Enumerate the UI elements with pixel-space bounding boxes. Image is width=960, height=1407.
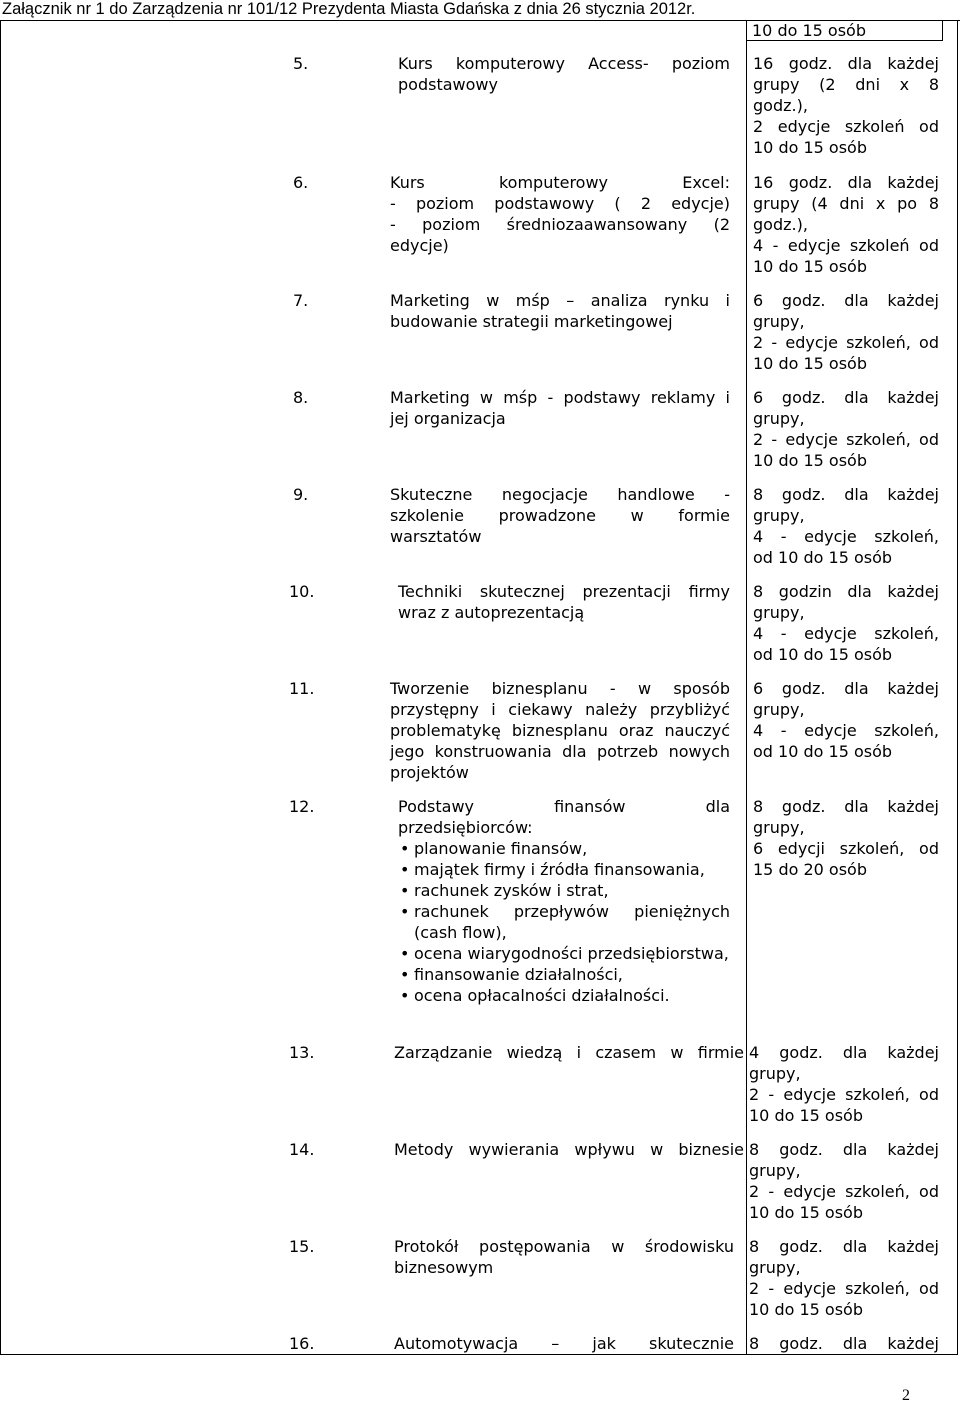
description-line: - poziom podstawowy ( 2 edycje) bbox=[390, 194, 730, 213]
row-details bbox=[753, 387, 939, 471]
row-number: 10. bbox=[289, 582, 315, 601]
details-line: godz.), bbox=[753, 96, 808, 115]
details-line: 16 godz. dla każdej bbox=[753, 54, 939, 73]
details-line: grupy, bbox=[749, 1161, 801, 1180]
row-number: 12. bbox=[289, 797, 315, 816]
details-line: 2 edycje szkoleń od bbox=[753, 117, 939, 136]
details-line: grupy (2 dni x 8 bbox=[753, 75, 939, 94]
list-item: • finansowanie działalności, bbox=[398, 964, 730, 985]
details-line: grupy (4 dni x po 8 bbox=[753, 194, 939, 213]
row-number: 11. bbox=[289, 679, 315, 698]
details-line: 10 do 15 osób bbox=[753, 138, 867, 157]
description-line: podstawowy bbox=[398, 75, 498, 94]
list-item: • rachunek zysków i strat, bbox=[398, 880, 730, 901]
details-line: 8 godz. dla każdej bbox=[753, 485, 939, 504]
description-line: jego konstruowania dla potrzeb nowych bbox=[390, 742, 730, 761]
details-line: 15 do 20 osób bbox=[753, 860, 867, 879]
details-line: grupy, bbox=[753, 312, 805, 331]
description-line: Podstawy finansów dla bbox=[398, 797, 730, 816]
details-line: 8 godz. dla każdej bbox=[749, 1334, 939, 1353]
description-line: przedsiębiorców: bbox=[398, 818, 533, 837]
details-line: 2 - edycje szkoleń, od bbox=[753, 430, 939, 449]
row-number: 15. bbox=[289, 1237, 315, 1256]
description-line: projektów bbox=[390, 763, 469, 782]
details-line: 10 do 15 osób bbox=[749, 1203, 863, 1222]
details-line: 10 do 15 osób bbox=[749, 1106, 863, 1125]
list-item: • planowanie finansów, bbox=[398, 838, 730, 859]
details-line: godz.), bbox=[753, 215, 808, 234]
row-description bbox=[390, 290, 730, 332]
description-line: Marketing w mśp - podstawy reklamy i bbox=[390, 388, 730, 407]
details-line: 10 do 15 osób bbox=[749, 1300, 863, 1319]
details-line: od 10 do 15 osób bbox=[753, 742, 893, 761]
details-line: 8 godz. dla każdej bbox=[749, 1237, 939, 1256]
details-line: 6 edycji szkoleń, od bbox=[753, 839, 939, 858]
top-right-cell-text: 10 do 15 osób bbox=[752, 21, 866, 40]
row-details bbox=[753, 290, 939, 374]
row-number: 9. bbox=[293, 485, 309, 504]
details-line: 6 godz. dla każdej bbox=[753, 388, 939, 407]
details-line: grupy, bbox=[753, 603, 805, 622]
row-number: 6. bbox=[293, 173, 309, 192]
details-line: grupy, bbox=[753, 409, 805, 428]
details-line: grupy, bbox=[749, 1064, 801, 1083]
description-line: Techniki skutecznej prezentacji firmy bbox=[398, 582, 730, 601]
row-description bbox=[394, 1236, 734, 1278]
description-line: jej organizacja bbox=[390, 409, 506, 428]
row-description bbox=[398, 53, 730, 95]
details-line: od 10 do 15 osób bbox=[753, 645, 893, 664]
inner-spacer bbox=[246, 40, 247, 1355]
description-line: - poziom średniozaawansowany (2 bbox=[390, 215, 730, 234]
row-details bbox=[753, 484, 939, 568]
details-line: grupy, bbox=[749, 1258, 801, 1277]
details-line: 10 do 15 osób bbox=[753, 257, 867, 276]
row-description bbox=[398, 796, 730, 1006]
row-details bbox=[753, 796, 939, 880]
description-line: szkolenie prowadzone w formie bbox=[390, 506, 730, 525]
description-line: wraz z autoprezentacją bbox=[398, 603, 585, 622]
top-right-cell bbox=[752, 20, 942, 41]
description-line: Zarządzanie wiedzą i czasem w firmie bbox=[394, 1043, 744, 1062]
row-description bbox=[394, 1042, 744, 1063]
details-line: 4 - edycje szkoleń od bbox=[753, 236, 939, 255]
row-description bbox=[394, 1333, 734, 1354]
row-details bbox=[749, 1333, 939, 1354]
details-line: grupy, bbox=[753, 700, 805, 719]
details-line: 6 godz. dla każdej bbox=[753, 291, 939, 310]
description-line: Tworzenie biznesplanu - w sposób bbox=[390, 679, 730, 698]
list-item: • rachunek przepływów pieniężnych (cash flow), bbox=[398, 901, 730, 943]
row-description bbox=[390, 172, 730, 256]
row-details bbox=[753, 678, 939, 762]
bullet-list bbox=[398, 838, 730, 1006]
description-line: Metody wywierania wpływu w biznesie bbox=[394, 1140, 744, 1159]
description-line: budowanie strategii marketingowej bbox=[390, 312, 673, 331]
page-number: 2 bbox=[902, 1387, 910, 1404]
right-column-divider bbox=[746, 20, 747, 1355]
details-line: 8 godz. dla każdej bbox=[749, 1140, 939, 1159]
description-line: przystępny i ciekawy należy przybliżyć bbox=[390, 700, 730, 719]
row-details bbox=[749, 1042, 939, 1126]
row-description bbox=[390, 678, 730, 783]
description-line: Kurs komputerowy Excel: bbox=[390, 173, 730, 192]
row-description bbox=[390, 484, 730, 547]
details-line: 4 - edycje szkoleń, bbox=[753, 527, 939, 546]
description-line: warsztatów bbox=[390, 527, 482, 546]
details-line: 2 - edycje szkoleń, od bbox=[749, 1182, 939, 1201]
row-description bbox=[390, 387, 730, 429]
details-line: 16 godz. dla każdej bbox=[753, 173, 939, 192]
details-line: 10 do 15 osób bbox=[753, 354, 867, 373]
row-details bbox=[753, 581, 939, 665]
details-line: 2 - edycje szkoleń, od bbox=[749, 1085, 939, 1104]
list-item: • ocena opłacalności działalności. bbox=[398, 985, 730, 1006]
details-line: 8 godz. dla każdej bbox=[753, 797, 939, 816]
list-item: • majątek firmy i źródła finansowania, bbox=[398, 859, 730, 880]
row-number: 16. bbox=[289, 1334, 315, 1353]
description-line: Marketing w mśp – analiza rynku i bbox=[390, 291, 730, 310]
description-line: Automotywacja – jak skutecznie bbox=[394, 1334, 734, 1353]
description-line: Skuteczne negocjacje handlowe - bbox=[390, 485, 730, 504]
description-line: edycje) bbox=[390, 236, 449, 255]
details-line: 8 godzin dla każdej bbox=[753, 582, 939, 601]
description-line: problematykę biznesplanu oraz nauczyć bbox=[390, 721, 730, 740]
row-number: 5. bbox=[293, 54, 309, 73]
details-line: 6 godz. dla każdej bbox=[753, 679, 939, 698]
top-cell-right-border bbox=[942, 20, 943, 41]
row-number: 14. bbox=[289, 1140, 315, 1159]
details-line: od 10 do 15 osób bbox=[753, 548, 893, 567]
description-line: Kurs komputerowy Access- poziom bbox=[398, 54, 730, 73]
row-description bbox=[398, 581, 730, 623]
row-details bbox=[753, 172, 939, 277]
list-item: • ocena wiarygodności przedsiębiorstwa, bbox=[398, 943, 730, 964]
row-number: 13. bbox=[289, 1043, 315, 1062]
row-details bbox=[749, 1139, 939, 1223]
description-line: biznesowym bbox=[394, 1258, 494, 1277]
row-number: 7. bbox=[293, 291, 309, 310]
row-description bbox=[394, 1139, 744, 1160]
description-line: Protokół postępowania w środowisku bbox=[394, 1237, 734, 1256]
details-line: 4 - edycje szkoleń, bbox=[753, 624, 939, 643]
details-line: 2 - edycje szkoleń, od bbox=[753, 333, 939, 352]
details-line: 10 do 15 osób bbox=[753, 451, 867, 470]
row-details bbox=[749, 1236, 939, 1320]
details-line: grupy, bbox=[753, 818, 805, 837]
row-details bbox=[753, 53, 939, 158]
details-line: grupy, bbox=[753, 506, 805, 525]
row-number: 8. bbox=[293, 388, 309, 407]
details-line: 4 godz. dla każdej bbox=[749, 1043, 939, 1062]
details-line: 4 - edycje szkoleń, bbox=[753, 721, 939, 740]
page-header: Załącznik nr 1 do Zarządzenia nr 101/12 Prezydenta Miasta Gdańska z dnia 26 stycznia 2012r. bbox=[2, 0, 696, 18]
details-line: 2 - edycje szkoleń, od bbox=[749, 1279, 939, 1298]
